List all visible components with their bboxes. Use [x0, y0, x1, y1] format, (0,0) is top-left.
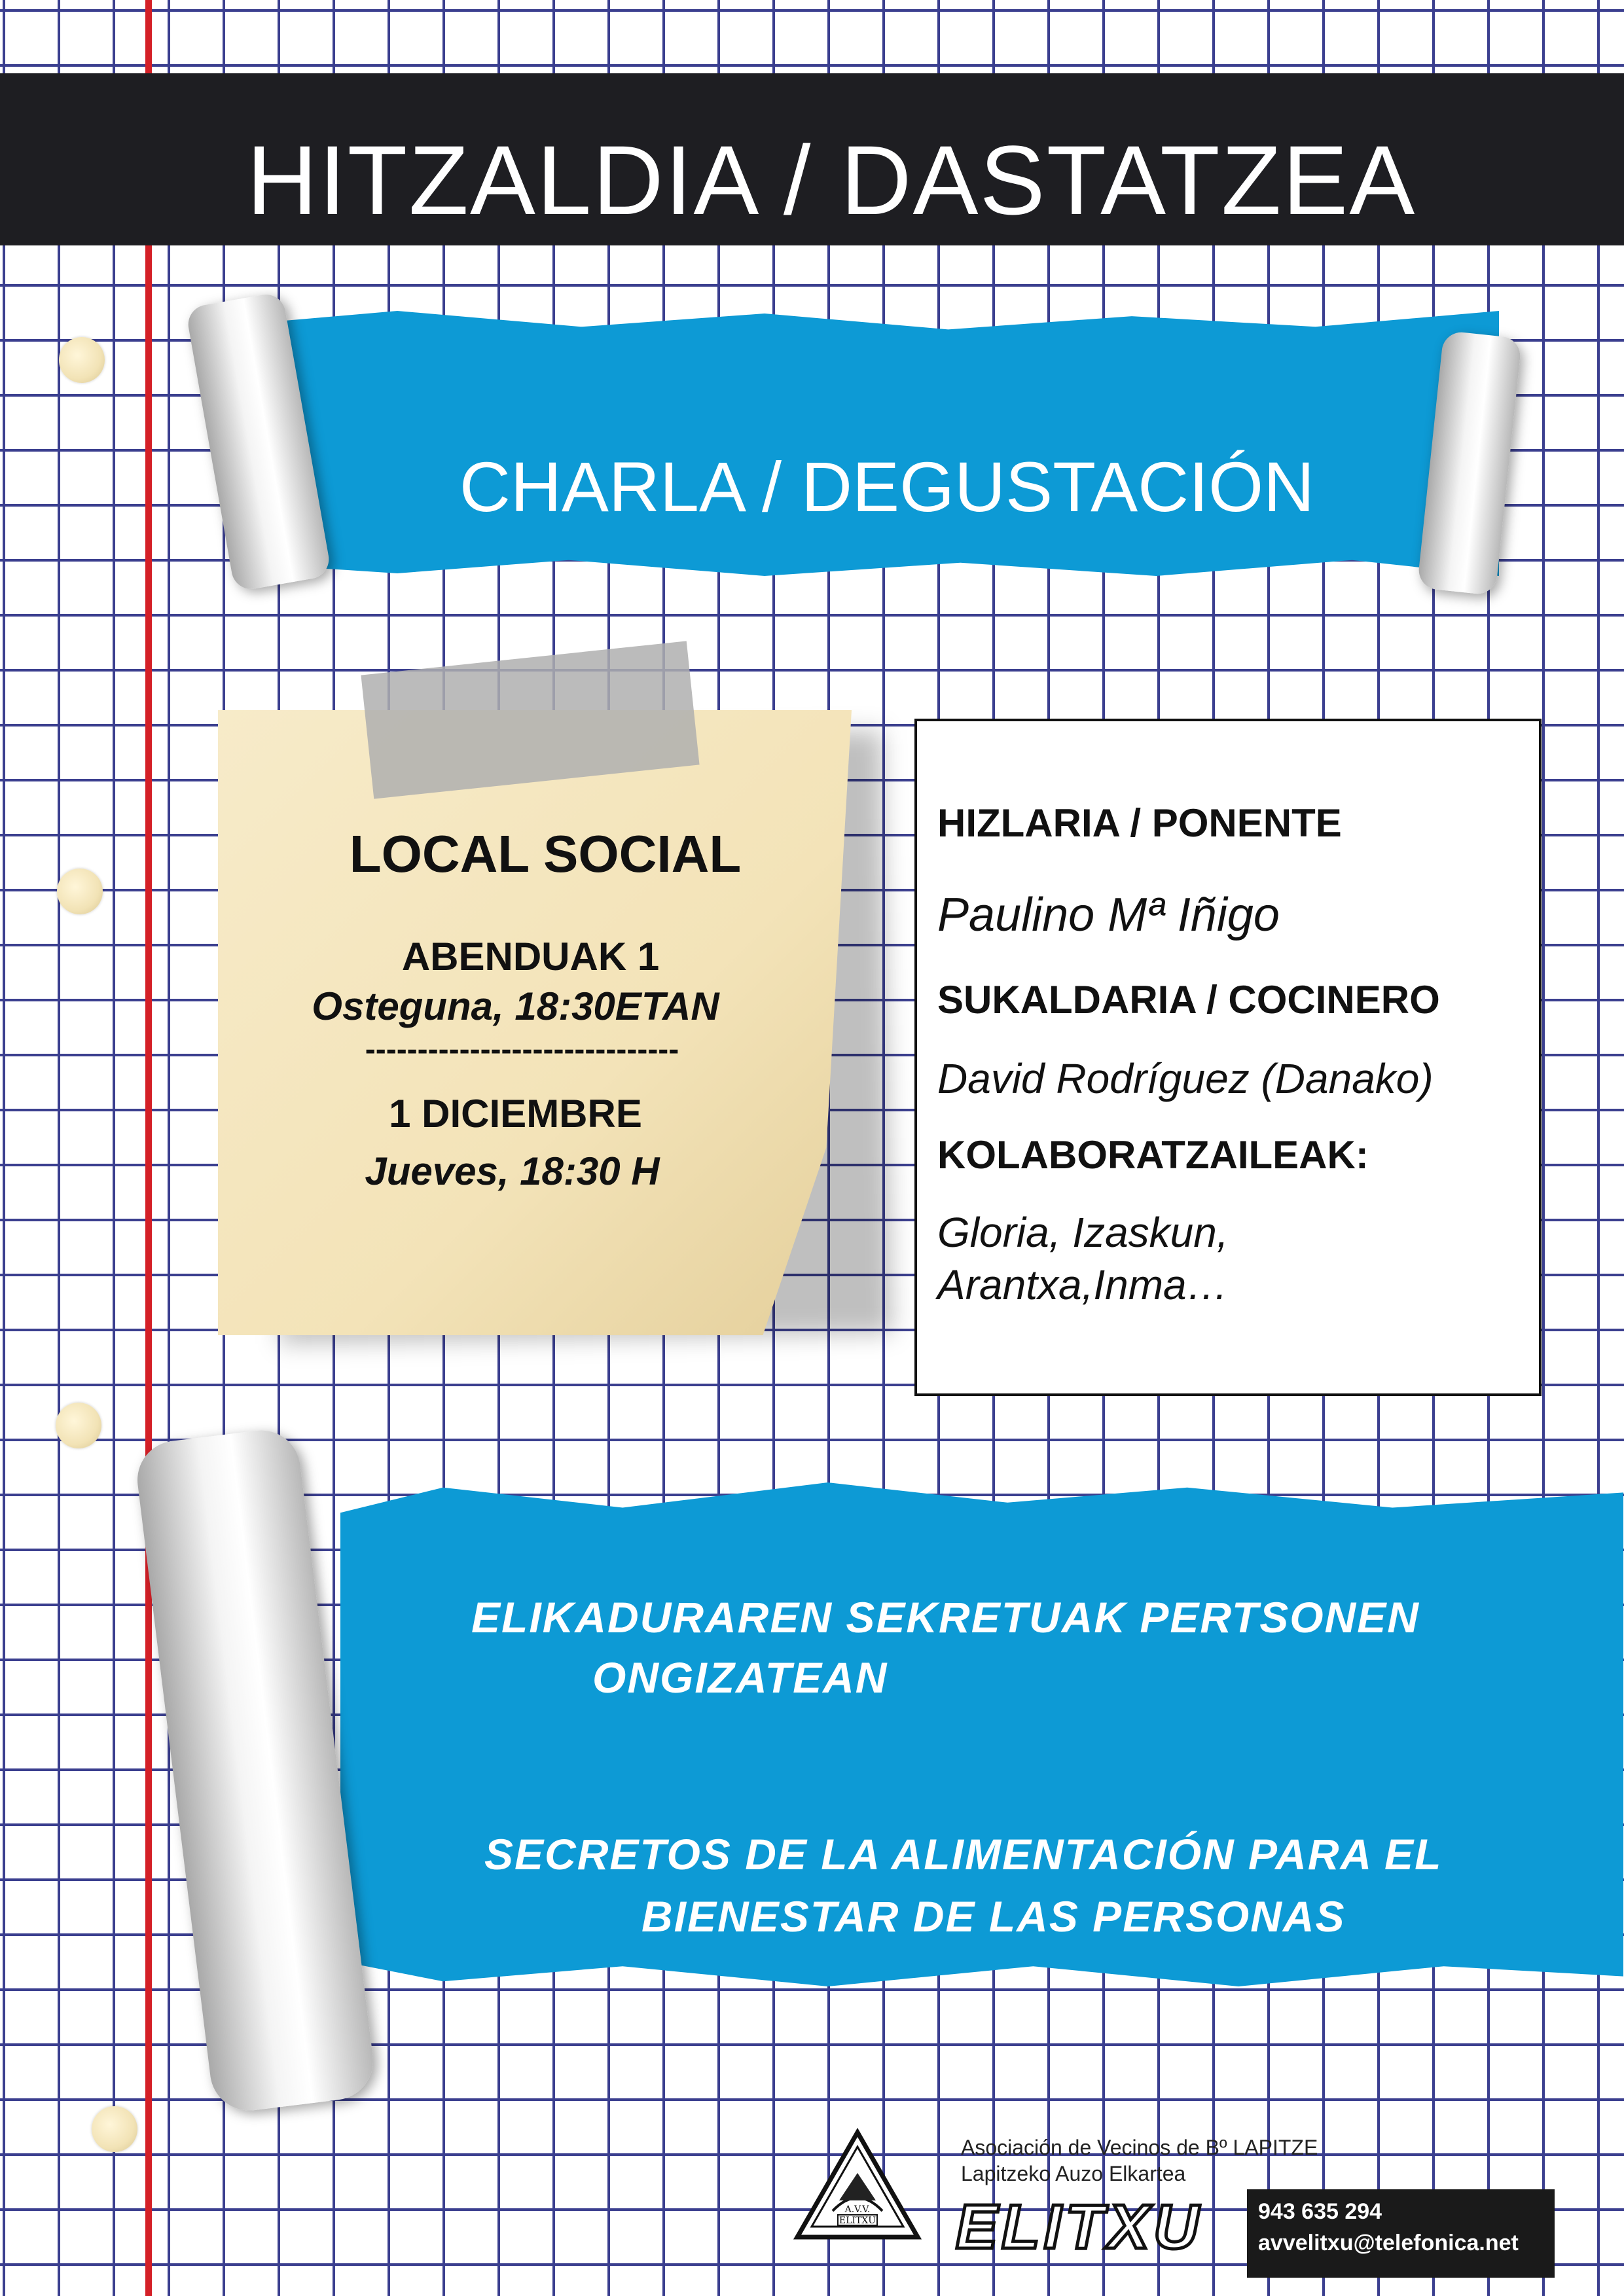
association-name-spanish: Asociación de Vecinos de Bº LAPITZE	[961, 2136, 1318, 2159]
logo-bottom-label: ELITXU	[839, 2215, 876, 2226]
page-title: HITZALDIA / DASTATZEA	[246, 125, 1416, 235]
subtitle-band	[275, 311, 1499, 576]
binder-hole	[57, 869, 103, 914]
topic-spanish-line-2: BIENESTAR DE LAS PERSONAS	[641, 1892, 1346, 1941]
collaborators-line-1: Gloria, Izaskun,	[937, 1209, 1229, 1256]
collaborators-label: KOLABORATZAILEAK:	[937, 1133, 1369, 1177]
time-basque: Osteguna, 18:30ETAN	[312, 984, 719, 1028]
phone-number: 943 635 294	[1258, 2199, 1382, 2224]
topic-spanish-line-1: SECRETOS DE LA ALIMENTACIÓN PARA EL	[484, 1830, 1443, 1878]
topic-basque-line-2: ONGIZATEAN	[592, 1653, 888, 1702]
binder-hole	[56, 1403, 101, 1448]
date-basque: ABENDUAK 1	[401, 935, 660, 978]
speaker-label: HIZLARIA / PONENTE	[937, 801, 1342, 845]
time-spanish: Jueves, 18:30 H	[365, 1149, 660, 1193]
logo-top-label: A.V.V.	[844, 2204, 871, 2215]
speaker-name: Paulino Mª Iñigo	[937, 889, 1280, 941]
topic-basque-line-1: ELIKADURAREN SEKRETUAK PERTSONEN	[471, 1593, 1420, 1641]
binder-hole	[59, 337, 105, 383]
collaborators-line-2: Arantxa,Inma…	[937, 1261, 1229, 1308]
association-logo	[792, 2127, 923, 2242]
cook-name: David Rodríguez (Danako)	[937, 1055, 1434, 1102]
subtitle-text: CHARLA / DEGUSTACIÓN	[459, 447, 1315, 526]
brand-wordmark: ELITXU	[956, 2192, 1203, 2262]
date-spanish: 1 DICIEMBRE	[389, 1092, 642, 1136]
association-name-basque: Lapitzeko Auzo Elkartea	[961, 2162, 1186, 2185]
binder-hole	[92, 2106, 137, 2152]
cook-label: SUKALDARIA / COCINERO	[937, 978, 1440, 1022]
separator-line: ------------------------------	[365, 1032, 679, 1067]
venue-title: LOCAL SOCIAL	[349, 825, 742, 883]
margin-line	[145, 0, 152, 2296]
email-address: avvelitxu@telefonica.net	[1258, 2231, 1519, 2255]
